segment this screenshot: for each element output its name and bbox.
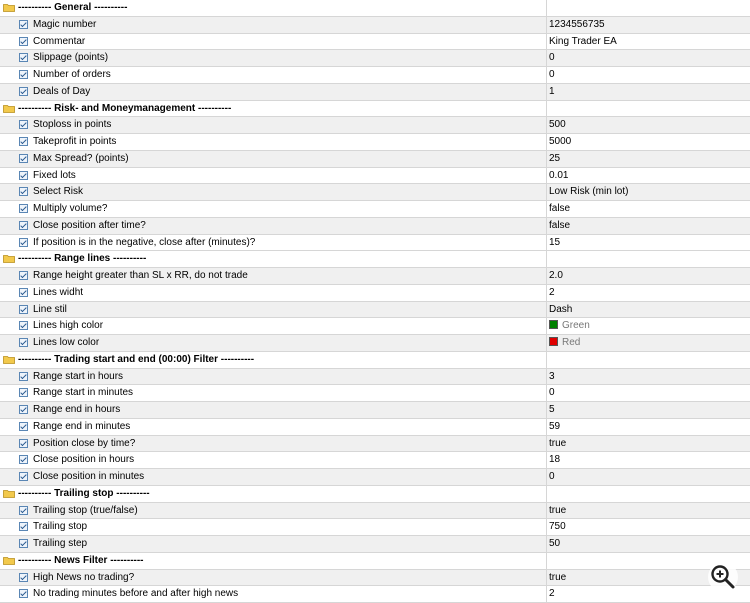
parameter-value[interactable]: Low Risk (min lot) [549, 186, 629, 198]
checkbox-checked-icon[interactable] [19, 522, 28, 531]
parameter-row[interactable] [0, 268, 750, 285]
parameter-name: Lines high color [33, 320, 104, 332]
parameter-row[interactable] [0, 436, 750, 453]
parameter-value[interactable]: true [549, 437, 567, 449]
parameter-name: Fixed lots [33, 169, 76, 181]
color-name: Red [562, 337, 581, 348]
parameter-row[interactable] [0, 218, 750, 235]
parameter-name: Deals of Day [33, 85, 91, 97]
parameter-name: Line stil [33, 303, 67, 315]
parameter-row[interactable] [0, 235, 750, 252]
parameter-name: Close position after time? [33, 219, 146, 231]
parameter-row[interactable] [0, 402, 750, 419]
folder-icon[interactable] [3, 3, 15, 12]
checkbox-checked-icon[interactable] [19, 372, 28, 381]
parameter-row[interactable] [0, 369, 750, 386]
parameter-row[interactable] [0, 385, 750, 402]
parameter-name: Close position in minutes [33, 471, 145, 482]
checkbox-checked-icon[interactable] [19, 137, 28, 146]
checkbox-checked-icon[interactable] [19, 422, 28, 431]
parameter-name: Lines low color [33, 337, 100, 348]
parameter-name: Range start in minutes [33, 387, 134, 399]
parameter-name: Range end in minutes [33, 420, 131, 432]
parameter-value[interactable]: 0 [549, 69, 555, 80]
group-header[interactable] [0, 352, 750, 369]
parameter-value[interactable]: 59 [549, 420, 561, 432]
parameter-row[interactable] [0, 151, 750, 168]
group-header[interactable] [0, 101, 750, 118]
parameter-value[interactable]: King Trader EA [549, 35, 617, 47]
parameter-value[interactable]: 50 [549, 538, 561, 549]
parameter-value[interactable]: true [549, 504, 567, 516]
zoom-in-button[interactable] [707, 561, 739, 593]
parameter-row[interactable] [0, 586, 750, 603]
parameter-row[interactable] [0, 302, 750, 319]
checkbox-checked-icon[interactable] [19, 204, 28, 213]
checkbox-checked-icon[interactable] [19, 305, 28, 314]
color-swatch [549, 320, 558, 329]
parameter-row[interactable] [0, 168, 750, 185]
parameter-row[interactable] [0, 503, 750, 520]
checkbox-checked-icon[interactable] [19, 171, 28, 180]
parameter-name: Number of orders [33, 69, 111, 80]
parameter-value[interactable]: 2 [549, 286, 555, 298]
group-header[interactable] [0, 0, 750, 17]
parameter-name: High News no trading? [33, 571, 135, 583]
parameter-row[interactable] [0, 34, 750, 51]
parameter-name: Lines widht [33, 286, 84, 298]
checkbox-checked-icon[interactable] [19, 187, 28, 196]
parameter-value[interactable]: 0 [549, 471, 555, 482]
parameter-row[interactable] [0, 419, 750, 436]
parameter-row[interactable] [0, 17, 750, 34]
parameter-value[interactable]: 3 [549, 370, 555, 382]
folder-icon[interactable] [3, 489, 15, 498]
parameter-name: Commentar [33, 35, 86, 47]
parameter-value[interactable]: 5 [549, 404, 555, 415]
checkbox-checked-icon[interactable] [19, 589, 28, 598]
group-header[interactable] [0, 553, 750, 570]
parameter-name: Trailing step [33, 538, 88, 549]
parameter-row[interactable] [0, 318, 750, 335]
parameter-name: No trading minutes before and after high news [33, 588, 239, 600]
checkbox-checked-icon[interactable] [19, 87, 28, 96]
folder-icon[interactable] [3, 355, 15, 364]
parameter-row[interactable] [0, 570, 750, 587]
parameter-value[interactable]: 750 [549, 521, 566, 533]
parameter-name: Range start in hours [33, 370, 124, 382]
folder-icon[interactable] [3, 254, 15, 263]
parameter-row[interactable] [0, 84, 750, 101]
parameter-row[interactable] [0, 50, 750, 67]
parameter-value[interactable] [549, 335, 580, 351]
checkbox-checked-icon[interactable] [19, 472, 28, 481]
parameter-value[interactable]: 1234556735 [549, 18, 605, 30]
checkbox-checked-icon[interactable] [19, 338, 28, 347]
parameter-row[interactable] [0, 184, 750, 201]
group-title: ---------- Range lines ---------- [18, 253, 147, 265]
parameter-row[interactable] [0, 67, 750, 84]
parameter-name: Position close by time? [33, 437, 136, 449]
parameter-row[interactable] [0, 134, 750, 151]
parameter-value[interactable]: 25 [549, 152, 561, 164]
checkbox-checked-icon[interactable] [19, 154, 28, 163]
checkbox-checked-icon[interactable] [19, 439, 28, 448]
color-swatch [549, 337, 558, 346]
parameter-row[interactable] [0, 469, 750, 486]
parameter-name: Close position in hours [33, 454, 135, 466]
checkbox-checked-icon[interactable] [19, 271, 28, 280]
parameter-name: Trailing stop [33, 521, 88, 533]
parameter-name: Slippage (points) [33, 52, 109, 64]
checkbox-checked-icon[interactable] [19, 506, 28, 515]
parameter-name: Max Spread? (points) [33, 152, 129, 164]
parameter-name: Select Risk [33, 186, 84, 198]
checkbox-checked-icon[interactable] [19, 221, 28, 230]
parameter-value[interactable]: 2 [549, 588, 555, 600]
parameter-name: Multiply volume? [33, 203, 108, 214]
folder-icon[interactable] [3, 556, 15, 565]
parameter-row[interactable] [0, 335, 750, 352]
checkbox-checked-icon[interactable] [19, 53, 28, 62]
checkbox-checked-icon[interactable] [19, 120, 28, 129]
parameter-name: Range height greater than SL x RR, do not trade [33, 270, 248, 281]
parameter-value[interactable]: 18 [549, 454, 561, 466]
parameter-value[interactable]: 0 [549, 52, 555, 64]
parameter-value[interactable]: 15 [549, 236, 561, 248]
checkbox-checked-icon[interactable] [19, 388, 28, 397]
group-title: ---------- News Filter ---------- [18, 554, 144, 566]
parameter-name: Stoploss in points [33, 119, 112, 131]
parameter-row[interactable] [0, 201, 750, 218]
group-header[interactable] [0, 251, 750, 268]
parameter-row[interactable] [0, 117, 750, 134]
parameter-value[interactable]: 500 [549, 119, 566, 131]
checkbox-checked-icon[interactable] [19, 37, 28, 46]
parameter-value[interactable]: false [549, 203, 571, 214]
parameter-row[interactable] [0, 536, 750, 553]
parameter-row[interactable] [0, 452, 750, 469]
checkbox-checked-icon[interactable] [19, 238, 28, 247]
parameter-name: Magic number [33, 18, 97, 30]
parameter-name: If position is in the negative, close after (minutes)? [33, 236, 256, 248]
parameter-name: Takeprofit in points [33, 136, 117, 147]
parameter-value[interactable]: 1 [549, 85, 555, 97]
parameter-value[interactable]: 2.0 [549, 270, 563, 281]
group-title: ---------- Risk- and Moneymanagement ---------- [18, 102, 232, 114]
checkbox-checked-icon[interactable] [19, 455, 28, 464]
checkbox-checked-icon[interactable] [19, 288, 28, 297]
parameter-value[interactable]: 0 [549, 387, 555, 399]
group-title: ---------- Trading start and end (00:00) Filter ---------- [18, 353, 255, 365]
parameter-row[interactable] [0, 519, 750, 536]
parameter-name: Range end in hours [33, 404, 121, 415]
parameter-value[interactable]: false [549, 219, 571, 231]
parameter-value[interactable]: 5000 [549, 136, 572, 147]
zoom-in-icon [707, 561, 739, 593]
folder-icon[interactable] [3, 104, 15, 113]
checkbox-checked-icon[interactable] [19, 70, 28, 79]
parameter-row[interactable] [0, 285, 750, 302]
group-title: ---------- General ---------- [18, 2, 128, 13]
checkbox-checked-icon[interactable] [19, 573, 28, 582]
checkbox-checked-icon[interactable] [19, 321, 28, 330]
parameter-value[interactable]: Dash [549, 303, 573, 315]
parameter-name: Trailing stop (true/false) [33, 504, 138, 516]
checkbox-checked-icon[interactable] [19, 20, 28, 29]
group-header[interactable] [0, 486, 750, 503]
parameter-value[interactable]: 0.01 [549, 169, 569, 181]
parameter-value[interactable]: true [549, 571, 567, 583]
parameter-value[interactable] [549, 318, 590, 334]
group-title: ---------- Trailing stop ---------- [18, 487, 150, 499]
checkbox-checked-icon[interactable] [19, 405, 28, 414]
color-name: Green [562, 320, 590, 332]
checkbox-checked-icon[interactable] [19, 539, 28, 548]
